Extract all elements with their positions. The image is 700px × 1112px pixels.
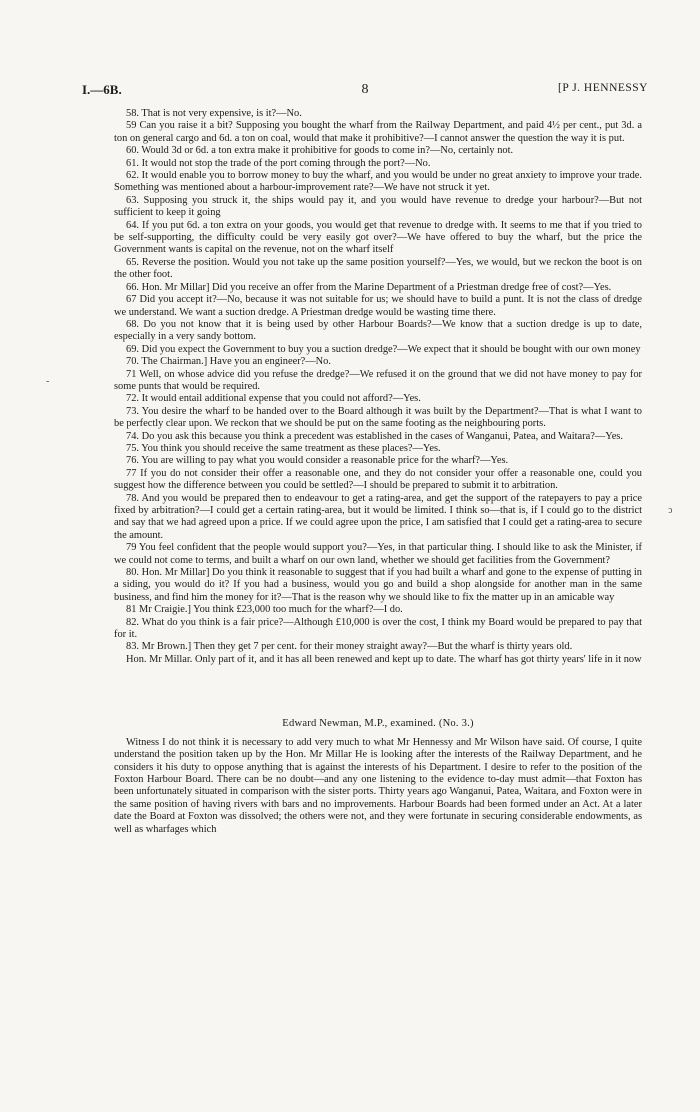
- qa-paragraph: 65. Reverse the position. Would you not take up the same position yourself?—Yes, we would, but we reckon the boot is on the other foot.: [114, 256, 642, 281]
- qa-paragraph: 68. Do you not know that it is being used by other Harbour Boards?—We know that a suction dredge is up to date, especially in a very sandy bottom.: [114, 318, 642, 343]
- qa-paragraph: 73. You desire the wharf to be handed over to the Board although it was built by the Department?—That is what I want to be perfectly clear upon. We reckon that we should be put on the same footing as the neighbouring ports.: [114, 405, 642, 430]
- qa-paragraph: 64. If you put 6d. a ton extra on your goods, you would get that revenue to dredge with. It seems to me that if you tried to be self-supporting, the difficulty could be very easily got over?—We have offered to buy the wharf, but the price the Government wants is capital on the revenue, not on the wharf itself: [114, 219, 642, 256]
- qa-paragraph: 71 Well, on whose advice did you refuse the dredge?—We refused it on the ground that we did not have money to pay for some punts that would be required.: [114, 368, 642, 392]
- qa-paragraph: 66. Hon. Mr Millar] Did you receive an offer from the Marine Department of a Priestman dredge free of cost?—Yes.: [126, 281, 612, 293]
- section-heading: Edward Newman, M.P., examined. (No. 3.): [282, 718, 474, 730]
- qa-paragraph: 59 Can you raise it a bit? Supposing you bought the wharf from the Railway Department, and paid 4½ per cent., put 3d. a ton on general cargo and 6d. a ton on coal, would that make it prohibitive?—I cannot answer the question the way it is put.: [114, 120, 642, 144]
- qa-paragraph: 80. Hon. Mr Millar] Do you think it reasonable to suggest that if you had built a wharf and gone to the expense of putting in a siding, you would do it? If you had a business, would you go and build a shop alongside for another man in the same business, and find him the money for it?—That is the reason why we should like to fix the matter up in an amicable way: [114, 567, 642, 603]
- qa-paragraph: 63. Supposing you struck it, the ships would pay it, and you would have revenue to dredge your harbour?—But not sufficient to keep it going: [114, 194, 642, 219]
- witness-paragraph: Witness I do not think it is necessary to add very much to what Mr Hennessy and Mr Wilson have said. Of course, I quite understand the position taken up by the Hon. Mr Millar He is looking after the interests of the Railway Department, and he considers it his duty to oppose anything that is against the interests of his Department. I desire to refer to the position of the Foxton Harbour Board. There can be no doubt—and any one listening to the evidence to-day must admit—that Foxton has been unfortunately situated in comparison with the sister ports. Thirty years ago Wanganui, Patea, Waitara, and Foxton were in the same position of having rivers with bars and no improvements. Harbour Boards had been formed under an Act. At a later date the Board at Foxton was dissolved; the others were not, and they were fortunate in securing considerable endowments, as well as wharfages which: [114, 736, 642, 835]
- margin-mark: -: [46, 376, 50, 387]
- margin-mark: ↄ: [668, 505, 673, 516]
- qa-paragraph: 67 Did you accept it?—No, because it was not suitable for us; we should have to build a punt. It is not the class of dredge we understand. We want a suction dredge. A Priestman dredge would be wasting time there.: [114, 294, 642, 318]
- qa-paragraph: 62. It would enable you to borrow money to buy the wharf, and you would be under no great anxiety to improve your trade. Something was mentioned about a harbour-improvement rate?—We have not struck it yet.: [114, 170, 642, 194]
- page-number: 8: [361, 82, 369, 97]
- document-reference: I.—6B.: [82, 82, 122, 97]
- qa-paragraph: 83. Mr Brown.] Then they get 7 per cent. for their money straight away?—But the wharf is thirty years old.: [126, 641, 573, 653]
- qa-paragraph: 76. You are willing to pay what you would consider a reasonable price for the wharf?—Yes.: [126, 455, 509, 467]
- document-body: [114, 108, 642, 836]
- qa-paragraph: 82. What do you think is a fair price?—Although £10,000 is over the cost, I think my Board would be prepared to pay that for it.: [114, 616, 642, 641]
- qa-paragraph: 78. And you would be prepared then to endeavour to get a rating-area, and get the support of the ratepayers to pay a price fixed by arbitration?—I could get a certain rating-area, but it would be limited. I think so—that is, if I could go to the district and say that we had agreed upon a price. If we could agree upon the price, I am satisfied that I could get a rating-area to secure the amount.: [114, 492, 642, 541]
- qa-paragraph: 75. You think you should receive the same treatment as these places?—Yes.: [126, 442, 441, 454]
- qa-paragraph: 70. The Chairman.] Have you an engineer?—No.: [126, 356, 331, 368]
- qa-paragraph: 58. That is not very expensive, is it?—No.: [126, 108, 302, 119]
- speaker-label: [P J. HENNESSY: [558, 82, 648, 94]
- qa-paragraph: 61. It would not stop the trade of the port coming through the port?—No.: [126, 157, 431, 169]
- qa-paragraph: 60. Would 3d or 6d. a ton extra make it prohibitive for goods to come in?—No, certainly not.: [126, 145, 514, 157]
- qa-paragraph: 69. Did you expect the Government to buy you a suction dredge?—We expect that it should be bought with our own money: [126, 343, 641, 355]
- qa-paragraph: 81 Mr Craigie.] You think £23,000 too much for the wharf?—I do.: [126, 604, 403, 616]
- qa-paragraph: 72. It would entail additional expense that you could not afford?—Yes.: [126, 393, 421, 405]
- page-header: [82, 82, 648, 102]
- qa-paragraph: 77 If you do not consider their offer a reasonable one, and they do not consider your offer a reasonable one, could you suggest how the difference between you could be settled?—I should be prepared to submit it to arbitration.: [114, 467, 642, 492]
- qa-paragraph: 79 You feel confident that the people would support you?—Yes, in that particular thing. I should like to ask the Minister, if we could not come to terms, and built a wharf on our own land, whether we should get facilities from the Government?: [114, 542, 642, 566]
- qa-paragraph: Hon. Mr Millar. Only part of it, and it has all been renewed and kept up to date. The wharf has got thirty years' life in it now: [126, 653, 642, 665]
- section-spacer: [114, 666, 642, 718]
- qa-paragraph: 74. Do you ask this because you think a precedent was established in the cases of Wanganui, Patea, and Waitara?—Yes.: [126, 430, 623, 442]
